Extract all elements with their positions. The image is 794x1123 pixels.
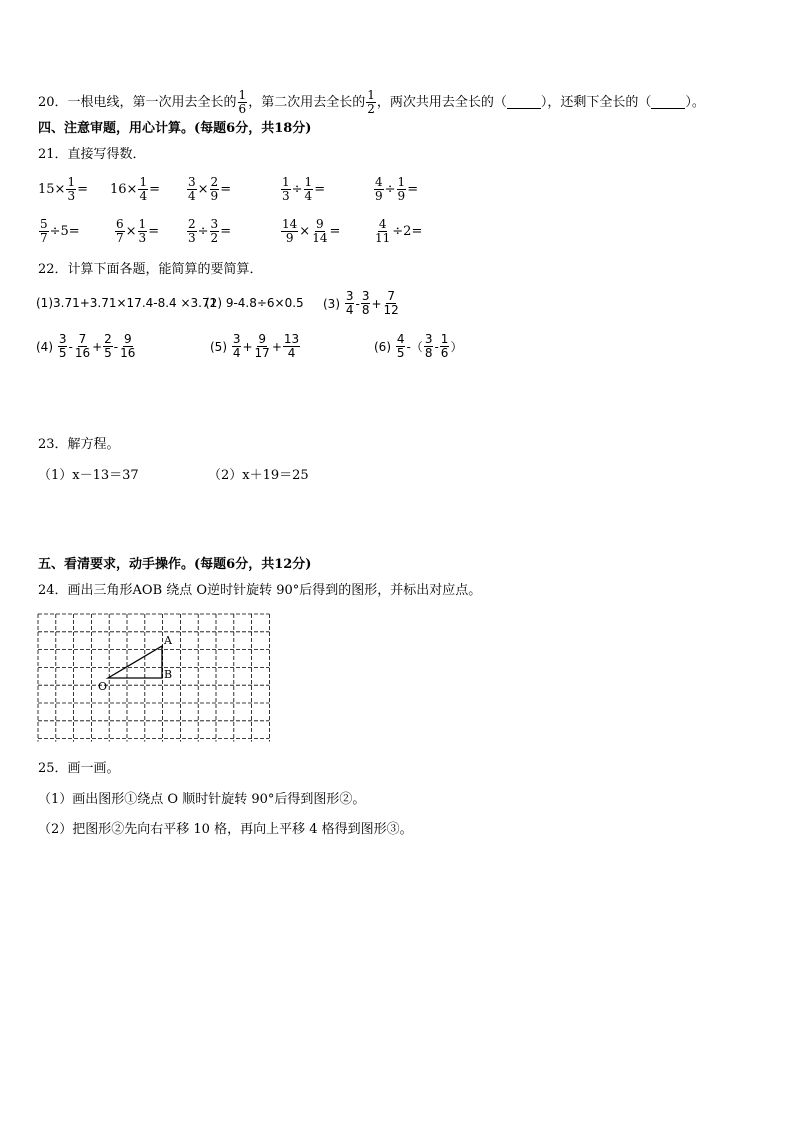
q21-item-8: $\frac{2}{3}$ ÷ $\frac{3}{2}$ = bbox=[188, 217, 232, 245]
q23-equation-1: （1）x－13＝37 bbox=[38, 468, 139, 483]
q22-part-5: (5) 3 4 + $\frac{9}{17}$ + $\frac{13}{4}$ bbox=[210, 332, 300, 360]
q24-grid-figure bbox=[36, 612, 270, 746]
question-20: 20．一根电线，第一次用去全长的 $\frac{1}{6}$ ，第二次用去全长的 $\frac{1}{2}$ ，两次共用去全长的（ ），还剩下全长的（ ）。 bbox=[38, 88, 705, 116]
q22-part-1: (1)3.71+3.71×17.4-8.4 ×3.71 bbox=[36, 296, 218, 310]
q21-item-10: $\frac{4}{11}$ ÷2= bbox=[375, 217, 423, 245]
q23-equation-2: （2）x＋19＝25 bbox=[208, 468, 309, 483]
triangle-AOB bbox=[108, 646, 162, 678]
label-A: A bbox=[164, 634, 172, 647]
label-O: O bbox=[98, 680, 108, 693]
q22-part-6: (6) 4 5 -（ 3 8 - 1 6 ） bbox=[374, 332, 463, 360]
q21-item-2: 16× $\frac{1}{4}$ = bbox=[110, 175, 160, 203]
q20-fraction-2: $\frac{1}{2}$ bbox=[367, 88, 375, 116]
q21-item-5: $\frac{4}{9}$ ÷ $\frac{1}{9}$ = bbox=[375, 175, 419, 203]
q22-part-3: (3) 3 4 - 3 8 + $\frac{7}{12}$ bbox=[323, 289, 399, 317]
q20-text: 20．一根电线，第一次用去全长的 bbox=[38, 95, 237, 110]
q25-step-2: （2）把图形②先向右平移 10 格，再向上平移 4 格得到图形③。 bbox=[38, 822, 413, 837]
q21-item-3: $\frac{3}{4}$ × $\frac{2}{9}$ = bbox=[188, 175, 232, 203]
q22-part-2: (2) 9-4.8÷6×0.5 bbox=[205, 296, 304, 310]
answer-blank[interactable] bbox=[651, 96, 685, 109]
q20-fraction-1: $\frac{1}{6}$ bbox=[238, 88, 247, 116]
question-23-title: 23．解方程。 bbox=[38, 437, 120, 452]
answer-blank[interactable] bbox=[507, 96, 541, 109]
section-5-title: 五、看清要求，动手操作。(每题6分，共12分) bbox=[38, 557, 312, 572]
q20-text-mid: ，第二次用去全长的 bbox=[248, 95, 366, 110]
question-25-title: 25．画一画。 bbox=[38, 761, 120, 776]
section-4-title: 四、注意审题，用心计算。(每题6分，共18分) bbox=[38, 121, 312, 136]
q21-item-7: $\frac{6}{7}$ × $\frac{1}{3}$ = bbox=[116, 217, 160, 245]
question-24-title: 24．画出三角形AOB 绕点 O逆时针旋转 90°后得到的图形，并标出对应点。 bbox=[38, 583, 482, 598]
q22-part-4: (4) 3 5 - 7 16 + $\frac{2}{5}$ - 9 16 bbox=[36, 332, 136, 360]
label-B: B bbox=[164, 668, 173, 681]
question-21-title: 21．直接写得数． bbox=[38, 147, 146, 162]
q21-item-6: $\frac{5}{7}$ ÷5= bbox=[40, 217, 80, 245]
question-22-title: 22．计算下面各题，能简算的要简算． bbox=[38, 262, 263, 277]
q25-step-1: （1）画出图形①绕点 O 顺时针旋转 90°后得到图形②。 bbox=[38, 792, 366, 807]
q21-item-4: $\frac{1}{3}$ ÷ $\frac{1}{4}$ = bbox=[282, 175, 326, 203]
q21-item-9: $\frac{14}{9}$ × $\frac{9}{14}$ = bbox=[282, 217, 341, 245]
q21-item-1: 15× $\frac{1}{3}$ = bbox=[38, 175, 88, 203]
